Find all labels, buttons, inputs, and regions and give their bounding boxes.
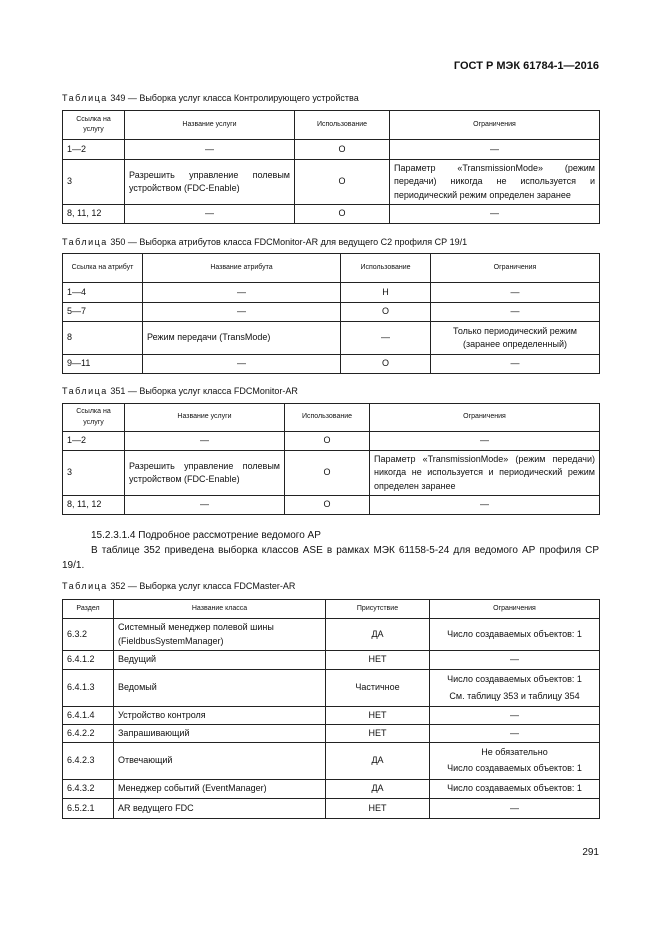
header-cell: Название услуги	[125, 404, 285, 432]
cell: 1—4	[63, 283, 143, 303]
cell: НЕТ	[326, 725, 430, 743]
cell: 8	[63, 322, 143, 355]
cell: НЕТ	[326, 799, 430, 819]
header-cell: Название атрибута	[143, 254, 341, 283]
cell-line: Число создаваемых объектов: 1	[447, 674, 582, 685]
table-350	[62, 253, 600, 374]
cell: O	[285, 451, 370, 496]
header-cell: Ссылка на услугу	[63, 111, 125, 140]
header-cell: Ссылка на услугу	[63, 404, 125, 432]
cell: 8, 11, 12	[63, 205, 125, 224]
caption-text: 352 — Выборка услуг класса FDCMaster-AR	[110, 581, 296, 591]
table-350-caption	[62, 237, 467, 247]
table-351	[62, 403, 600, 515]
header-cell: Ограничения	[390, 111, 600, 140]
cell: 6.4.1.2	[63, 651, 114, 670]
table-351-caption	[62, 386, 298, 396]
cell: O	[341, 355, 431, 374]
cell-line: См. таблицу 353 и таблицу 354	[449, 691, 580, 701]
cell: —	[125, 140, 295, 160]
cell: Частичное	[326, 670, 430, 707]
cell: Устройство контроля	[114, 707, 326, 725]
cell: Менеджер событий (EventManager)	[114, 780, 326, 799]
cell: Н	[341, 283, 431, 303]
cell: Запрашивающий	[114, 725, 326, 743]
cell: —	[125, 496, 285, 515]
cell: Системный менеджер полевой шины (FieldbusSystemManager)	[114, 619, 326, 651]
header-cell: Использование	[295, 111, 390, 140]
cell: ДА	[326, 743, 430, 780]
cell: Число создаваемых объектов: 1	[430, 619, 600, 651]
caption-prefix: Таблица	[62, 237, 108, 247]
cell: O	[341, 303, 431, 322]
cell	[430, 743, 600, 780]
table-row	[63, 743, 600, 780]
table-header-row	[63, 600, 600, 619]
table-header-row	[63, 404, 600, 432]
cell: O	[295, 205, 390, 224]
cell: —	[341, 322, 431, 355]
cell: O	[295, 160, 390, 205]
header-cell: Ограничения	[430, 600, 600, 619]
cell: 6.4.1.4	[63, 707, 114, 725]
cell: 6.4.2.3	[63, 743, 114, 780]
table-row	[63, 651, 600, 670]
document-id: ГОСТ Р МЭК 61784-1—2016	[453, 60, 599, 72]
cell: AR ведущего FDC	[114, 799, 326, 819]
cell: ДА	[326, 619, 430, 651]
cell: ДА	[326, 780, 430, 799]
cell	[430, 670, 600, 707]
cell: 6.4.2.2	[63, 725, 114, 743]
table-row	[63, 303, 600, 322]
caption-prefix: Таблица	[62, 386, 108, 396]
cell: O	[295, 140, 390, 160]
table-row	[63, 205, 600, 224]
table-row	[63, 140, 600, 160]
cell: Параметр «TransmissionMode» (режим передачи) никогда не используется и периодический режим определен заранее	[370, 451, 600, 496]
cell: 1—2	[63, 140, 125, 160]
table-row	[63, 451, 600, 496]
cell: Параметр «TransmissionMode» (режим передачи) никогда не используется и периодический режим определен заранее	[390, 160, 600, 205]
header-cell: Использование	[341, 254, 431, 283]
table-349-caption	[62, 93, 359, 103]
cell: НЕТ	[326, 707, 430, 725]
cell: 6.3.2	[63, 619, 114, 651]
table-row	[63, 670, 600, 707]
cell: —	[431, 303, 600, 322]
cell: Число создаваемых объектов: 1	[430, 780, 600, 799]
table-row	[63, 496, 600, 515]
cell: —	[370, 496, 600, 515]
table-349	[62, 110, 600, 224]
table-row	[63, 283, 600, 303]
header-cell: Присутствие	[326, 600, 430, 619]
page-number: 291	[582, 847, 599, 858]
caption-text: 349 — Выборка услуг класса Контролирующего устройства	[110, 93, 359, 103]
header-cell: Ограничения	[370, 404, 600, 432]
cell: 5—7	[63, 303, 143, 322]
table-row	[63, 707, 600, 725]
cell: —	[431, 355, 600, 374]
cell: 3	[63, 451, 125, 496]
cell: —	[370, 432, 600, 451]
cell: Разрешить управление полевым устройством (FDC-Enable)	[125, 451, 285, 496]
cell: 6.4.3.2	[63, 780, 114, 799]
cell: 1—2	[63, 432, 125, 451]
header-cell: Ссылка на атрибут	[63, 254, 143, 283]
cell: —	[390, 205, 600, 224]
cell: —	[431, 283, 600, 303]
cell: —	[430, 725, 600, 743]
cell: —	[143, 283, 341, 303]
header-cell: Раздел	[63, 600, 114, 619]
caption-prefix: Таблица	[62, 581, 108, 591]
cell: НЕТ	[326, 651, 430, 670]
cell: —	[390, 140, 600, 160]
cell: Режим передачи (TransMode)	[143, 322, 341, 355]
cell: —	[430, 799, 600, 819]
cell: 3	[63, 160, 125, 205]
table-row	[63, 355, 600, 374]
cell: O	[285, 432, 370, 451]
cell: Ведомый	[114, 670, 326, 707]
cell: Ведущий	[114, 651, 326, 670]
cell: —	[430, 707, 600, 725]
table-row	[63, 725, 600, 743]
cell: —	[430, 651, 600, 670]
table-352	[62, 599, 600, 819]
table-row	[63, 322, 600, 355]
cell: Отвечающий	[114, 743, 326, 780]
cell: 8, 11, 12	[63, 496, 125, 515]
header-cell: Название класса	[114, 600, 326, 619]
header-cell: Использование	[285, 404, 370, 432]
cell-line: Не обязательно	[481, 747, 548, 758]
cell: O	[285, 496, 370, 515]
cell: —	[143, 355, 341, 374]
header-cell: Название услуги	[125, 111, 295, 140]
cell: 9—11	[63, 355, 143, 374]
header-cell: Ограничения	[431, 254, 600, 283]
cell: —	[143, 303, 341, 322]
table-row	[63, 780, 600, 799]
caption-text: 350 — Выборка атрибутов класса FDCMonitor-AR для ведущего С2 профиля СР 19/1	[110, 237, 468, 247]
cell: 6.5.2.1	[63, 799, 114, 819]
cell: Только периодический режим (заранее определенный)	[431, 322, 600, 355]
cell-line: Число создаваемых объектов: 1	[447, 763, 582, 773]
cell: Разрешить управление полевым устройством (FDC-Enable)	[125, 160, 295, 205]
table-row	[63, 432, 600, 451]
table-header-row	[63, 254, 600, 283]
section-paragraph: В таблице 352 приведена выборка классов ASE в рамках МЭК 61158-5-24 для ведомого АР профиля СР 19/1.	[62, 545, 599, 571]
cell: —	[125, 432, 285, 451]
cell: 6.4.1.3	[63, 670, 114, 707]
table-352-caption	[62, 581, 295, 591]
table-header-row	[63, 111, 600, 140]
section-heading: 15.2.3.1.4 Подробное рассмотрение ведомого АР	[91, 530, 321, 541]
cell: —	[125, 205, 295, 224]
table-row	[63, 799, 600, 819]
caption-text: 351 — Выборка услуг класса FDCMonitor-AR	[110, 386, 298, 396]
caption-prefix: Таблица	[62, 93, 108, 103]
table-row	[63, 619, 600, 651]
table-row	[63, 160, 600, 205]
